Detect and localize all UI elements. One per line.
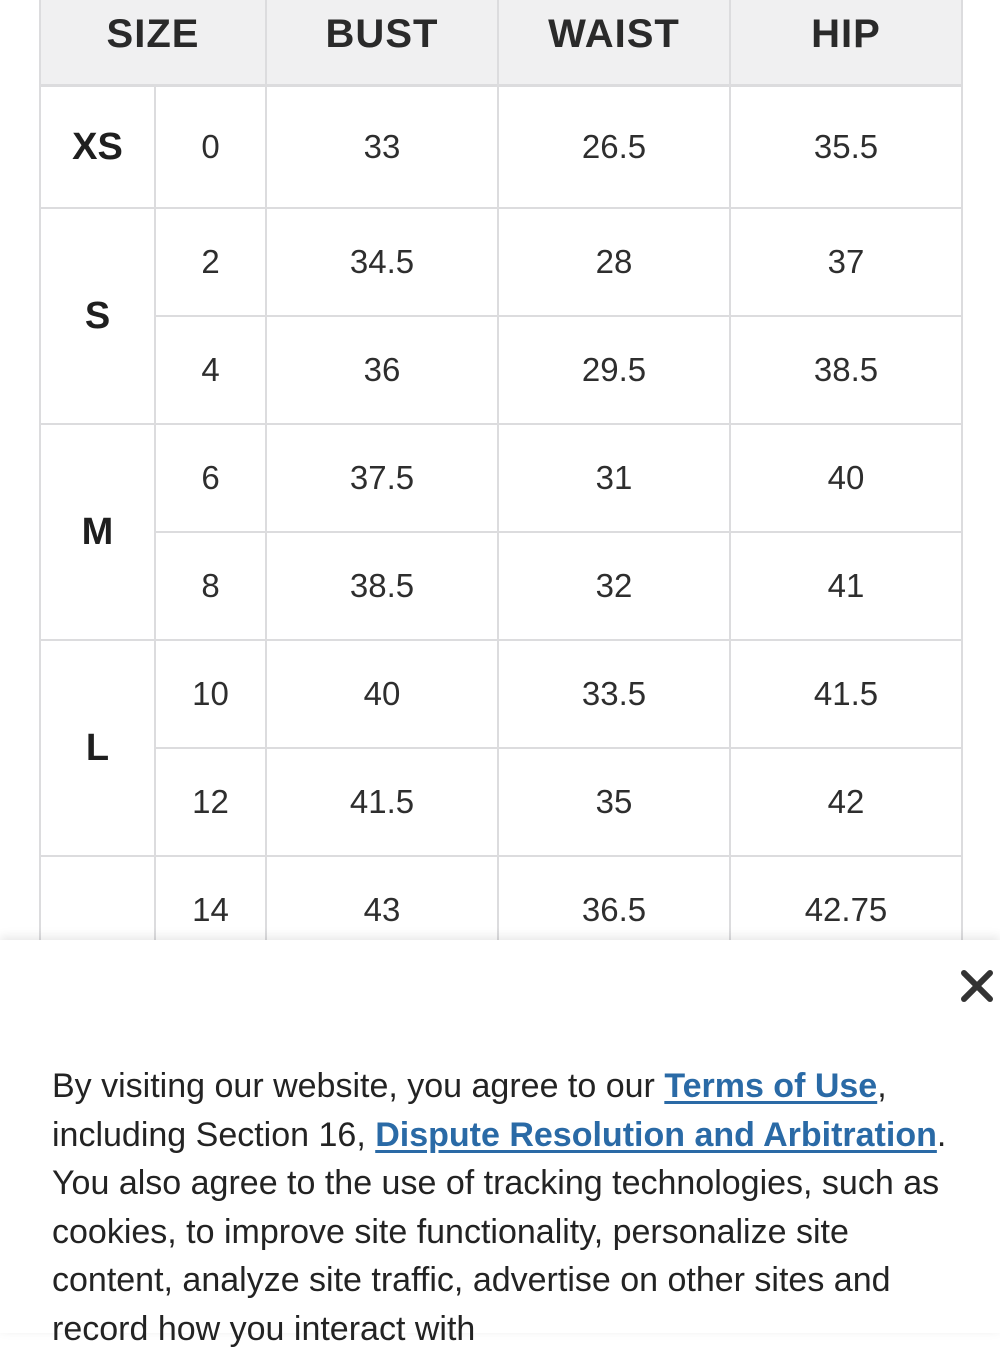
waist-value: 29.5: [498, 316, 730, 424]
hip-value: 40: [730, 424, 962, 532]
waist-value: 31: [498, 424, 730, 532]
size-chart-table: [39, 0, 963, 940]
hip-value: 38.5: [730, 316, 962, 424]
hip-value: 37: [730, 208, 962, 316]
hip-value: 41: [730, 532, 962, 640]
size-number: 0: [155, 86, 266, 209]
size-number: 8: [155, 532, 266, 640]
terms-of-use-link[interactable]: Terms of Use: [664, 1067, 878, 1105]
dispute-resolution-link[interactable]: Dispute Resolution and Arbitration: [375, 1115, 937, 1154]
size-number: 6: [155, 424, 266, 532]
table-row: [40, 856, 962, 940]
bust-value: 38.5: [266, 532, 498, 640]
table-row: [40, 424, 962, 532]
header-size: SIZE: [40, 0, 266, 86]
size-number: 4: [155, 316, 266, 424]
waist-value: 26.5: [498, 86, 730, 209]
size-number: 2: [155, 208, 266, 316]
table-row: [40, 208, 962, 316]
bust-value: 43: [266, 856, 498, 940]
size-number: 12: [155, 748, 266, 856]
hip-value: 35.5: [730, 86, 962, 209]
bust-value: 40: [266, 640, 498, 748]
banner-text-part-2: , including Section 16,: [52, 1067, 887, 1154]
bust-value: 36: [266, 316, 498, 424]
header-hip: HIP: [730, 0, 962, 86]
table-row: [40, 316, 962, 424]
size-number: 10: [155, 640, 266, 748]
banner-text-part-3: . You also agree to the use of tracking technologies, such as cookies, to improve site functionality, personalize site content, analyze site traffic, advertise on other sites and record how you interact with: [52, 1115, 947, 1348]
bust-value: 37.5: [266, 424, 498, 532]
size-group-s: S: [40, 208, 155, 424]
size-number: 14: [155, 856, 266, 940]
hip-value: 42.75: [730, 856, 962, 940]
cookie-banner-text: [52, 1062, 952, 1353]
size-group-m: M: [40, 424, 155, 640]
bust-value: 33: [266, 86, 498, 209]
size-group-xs: XS: [40, 86, 155, 209]
close-icon: [960, 969, 994, 1003]
waist-value: 32: [498, 532, 730, 640]
waist-value: 33.5: [498, 640, 730, 748]
waist-value: 35: [498, 748, 730, 856]
waist-value: 36.5: [498, 856, 730, 940]
banner-text-part-1: By visiting our website, you agree to our: [52, 1067, 665, 1105]
table-row: [40, 640, 962, 748]
table-row: [40, 86, 962, 209]
hip-value: 41.5: [730, 640, 962, 748]
header-waist: WAIST: [498, 0, 730, 86]
close-button[interactable]: [956, 965, 998, 1007]
bust-value: 34.5: [266, 208, 498, 316]
size-group-xl: [40, 856, 155, 940]
size-group-l: L: [40, 640, 155, 856]
header-bust: BUST: [266, 0, 498, 86]
hip-value: 42: [730, 748, 962, 856]
table-row: [40, 532, 962, 640]
bust-value: 41.5: [266, 748, 498, 856]
header-row: [40, 0, 962, 86]
table-row: [40, 748, 962, 856]
waist-value: 28: [498, 208, 730, 316]
